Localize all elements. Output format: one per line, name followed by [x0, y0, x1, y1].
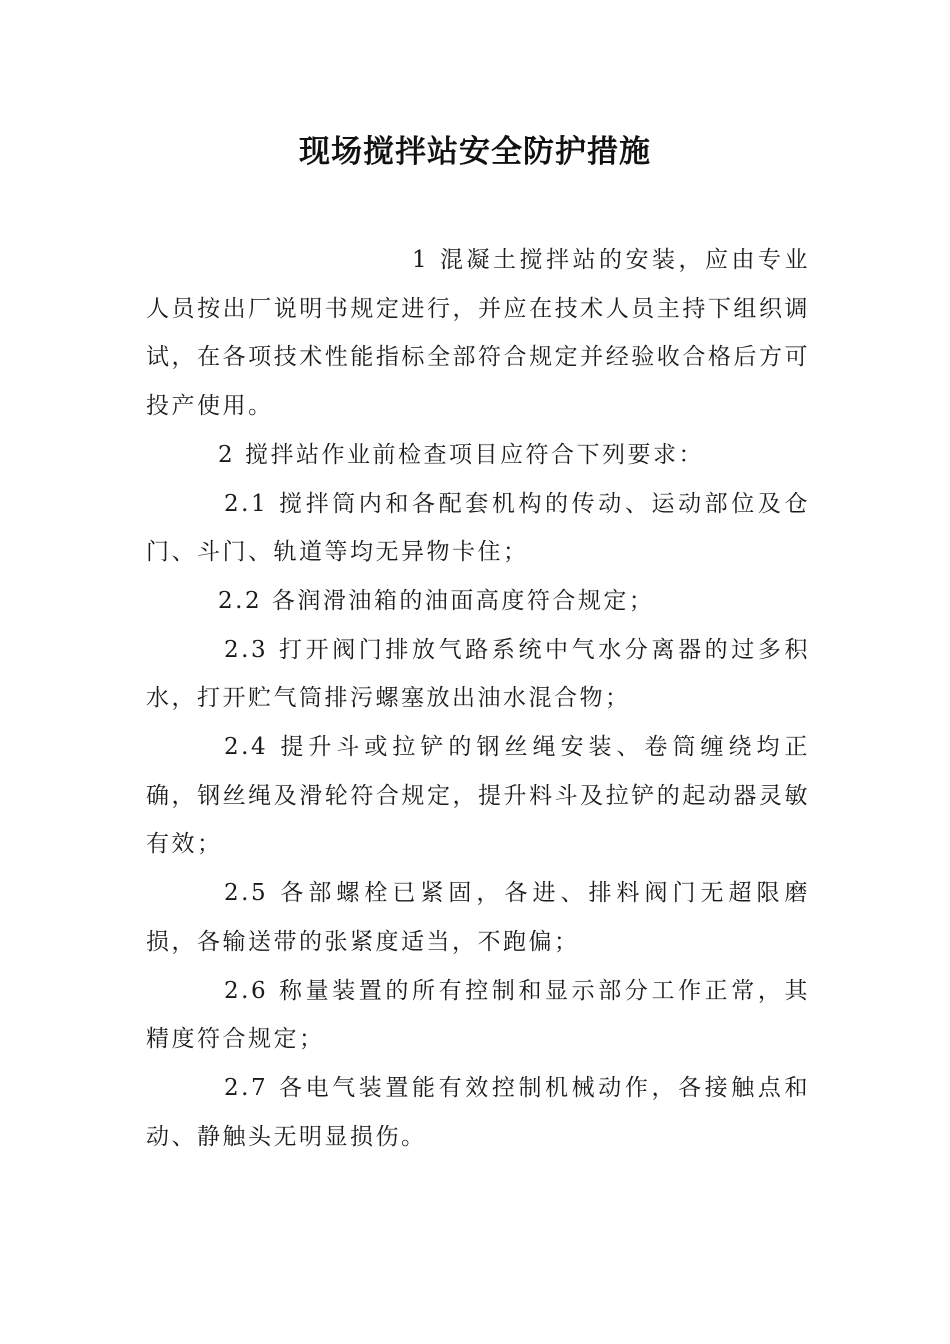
paragraph-2-2: 2.2 各润滑油箱的油面高度符合规定； [218, 587, 655, 614]
document-body [146, 236, 810, 1161]
document-title: 现场搅拌站安全防护措施 [299, 134, 651, 170]
paragraph-2-5: 2.5 各部螺栓已紧固，各进、排料阀门无超限磨损，各输送带的张紧度适当，不跑偏； [146, 880, 810, 955]
paragraph-2-7: 2.7 各电气装置能有效控制机械动作，各接触点和动、静触头无明显损伤。 [146, 1074, 810, 1150]
paragraph-2: 2 搅拌站作业前检查项目应符合下列要求： [218, 441, 704, 468]
paragraph-2-6: 2.6 称量装置的所有控制和显示部分工作正常，其精度符合规定； [146, 977, 810, 1053]
paragraph-2-3: 2.3 打开阀门排放气路系统中气水分离器的过多积水，打开贮气筒排污螺塞放出油水混合物； [146, 636, 810, 712]
paragraph-2-4: 2.4 提升斗或拉铲的钢丝绳安装、卷筒缠绕均正确，钢丝绳及滑轮符合规定，提升料斗及拉铲的起动器灵敏有效； [146, 734, 810, 858]
paragraph-1: 1 混凝土搅拌站的安装，应由专业人员按出厂说明书规定进行，并应在技术人员主持下组织调试，在各项技术性能指标全部符合规定并经验收合格后方可投产使用。 [146, 247, 810, 420]
paragraph-2-1: 2.1 搅拌筒内和各配套机构的传动、运动部位及仓门、斗门、轨道等均无异物卡住； [146, 490, 810, 566]
